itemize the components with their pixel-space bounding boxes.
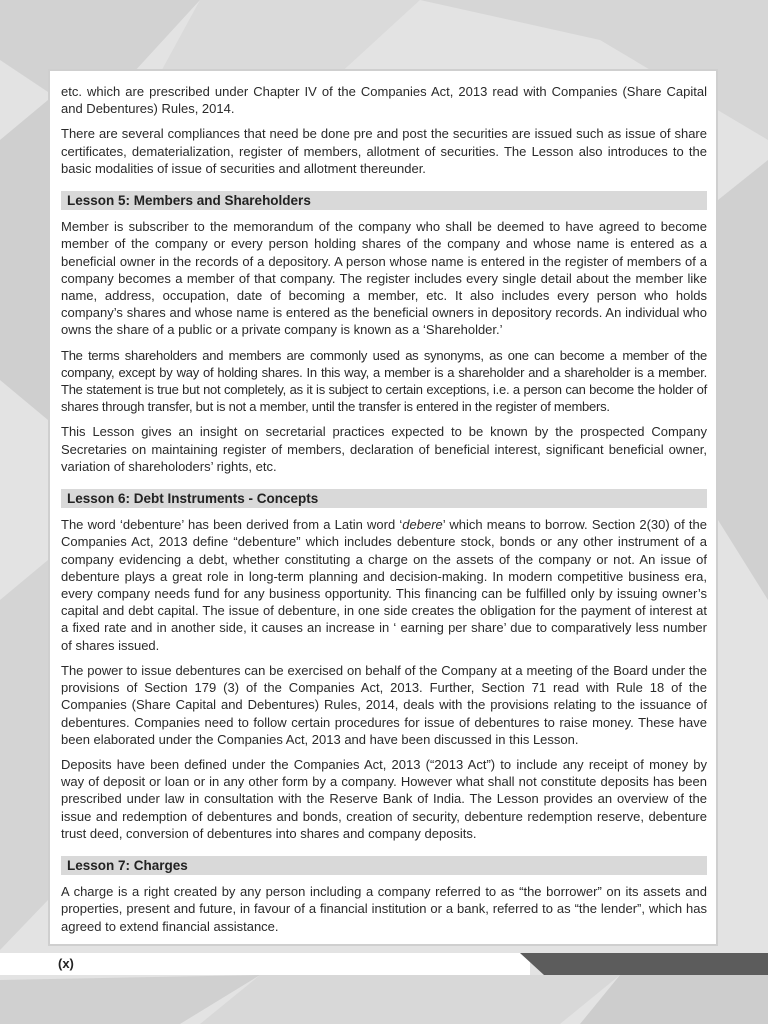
page-number: (x): [58, 956, 74, 971]
lesson-6-p1-start: The word ‘debenture’ has been derived from a Latin word ‘: [61, 517, 403, 533]
intro-paragraph-1: etc. which are prescribed under Chapter IV of the Companies Act, 2013 read with Companies (Share Capital and Debentures) Rules, 2014.: [61, 84, 707, 117]
footer-bar: [0, 953, 530, 975]
lesson-6-p1-latin-word: debere: [402, 517, 443, 533]
lesson-6-paragraph-2: The power to issue debentures can be exercised on behalf of the Company at a meeting of the Board under the provisions of Section 179 (3) of the Companies Act, 2013. Further, Section 71 read with Rule 18 of the Companies (Share Capital and Debentures) Rules, 2014, deals with the provisions relating to the issuance of debentures. Companies need to follow certain procedures for issue of debentures to raise money. These have been elaborated under the Companies Act, 2013 and have been discussed in this Lesson.: [61, 662, 707, 747]
footer-accent: [520, 953, 768, 975]
lesson-6-p1-end: ’ which means to borrow. Section 2(30) of the Companies Act, 2013 define “debenture” which includes debenture stock, bonds or any other instrument of a company evidencing a debt, whether constituting a charge on the assets of the company or not. An issue of debenture plays a great role in long-term planning and decision-making. In modern competitive business era, every company needs fund for any business opportunity. This financing can be fulfilled only by issuing owner’s capital and debt capital. The issue of debenture, in one side creates the obligation for the payment of interest at a fixed rate and in another side, it causes an increase in ‘ earning per share’ due to comparatively less number of shares issued.: [61, 517, 707, 653]
lesson-7-paragraph-1: A charge is a right created by any person including a company referred to as “the borrower” on its assets and properties, present and future, in favour of a financial institution or a bank, referred to as “the lender”, which has agreed to extend financial assistance.: [61, 884, 707, 934]
lesson-5-paragraph-1: Member is subscriber to the memorandum of the company who shall be deemed to have agreed to become member of the company or every person holding shares of the company and whose name is entered as a beneficial owner in the records of a depository. A person whose name is entered in the register of members of a company becomes a member of that company. The register includes every single detail about the member like name, address, occupation, date of becoming a member, etc. It also includes every person who holds company’s shares and whose name is entered as the beneficial owners in depository records. An individual who owns the share of a public or a private company is known as a ‘Shareholder.’: [61, 219, 707, 338]
lesson-5-heading: Lesson 5: Members and Shareholders: [61, 191, 707, 210]
lesson-6-paragraph-3: Deposits have been defined under the Companies Act, 2013 (“2013 Act”) to include any receipt of money by way of deposit or loan or in any other form by a company. However what shall not constitute deposits has been prescribed under law in consultation with the Reserve Bank of India. The Lesson provides an overview of the issue and redemption of debentures and bonds, creation of security, debenture redemption reserve, debenture trust deed, conversion of debentures into shares and company deposits.: [61, 756, 707, 841]
lesson-5-paragraph-3: This Lesson gives an insight on secretarial practices expected to be known by the prospected Company Secretaries on maintaining register of members, declaration of beneficial interest, significant beneficial owner, variation of shareholoders’ rights, etc.: [61, 424, 707, 474]
lesson-6-paragraph-1: [61, 516, 707, 654]
content-page: [48, 69, 718, 946]
lesson-7-heading: Lesson 7: Charges: [61, 856, 707, 875]
intro-paragraph-2: There are several compliances that need be done pre and post the securities are issued such as issue of share certificates, dematerialization, register of members, allotment of securities. The Lesson also introduces to the basic modalities of issue of securities and allotment thereunder.: [61, 126, 707, 176]
lesson-6-heading: Lesson 6: Debt Instruments - Concepts: [61, 489, 707, 508]
lesson-5-paragraph-2: The terms shareholders and members are commonly used as synonyms, as one can become a member of the company, except by way of holding shares. In this way, a member is a shareholder and a shareholder is a member. The statement is true but not completely, as it is subject to certain exceptions, i.e. a person can become the holder of shares through transfer, but is not a member, until the transfer is entered in the register of members.: [61, 347, 707, 415]
